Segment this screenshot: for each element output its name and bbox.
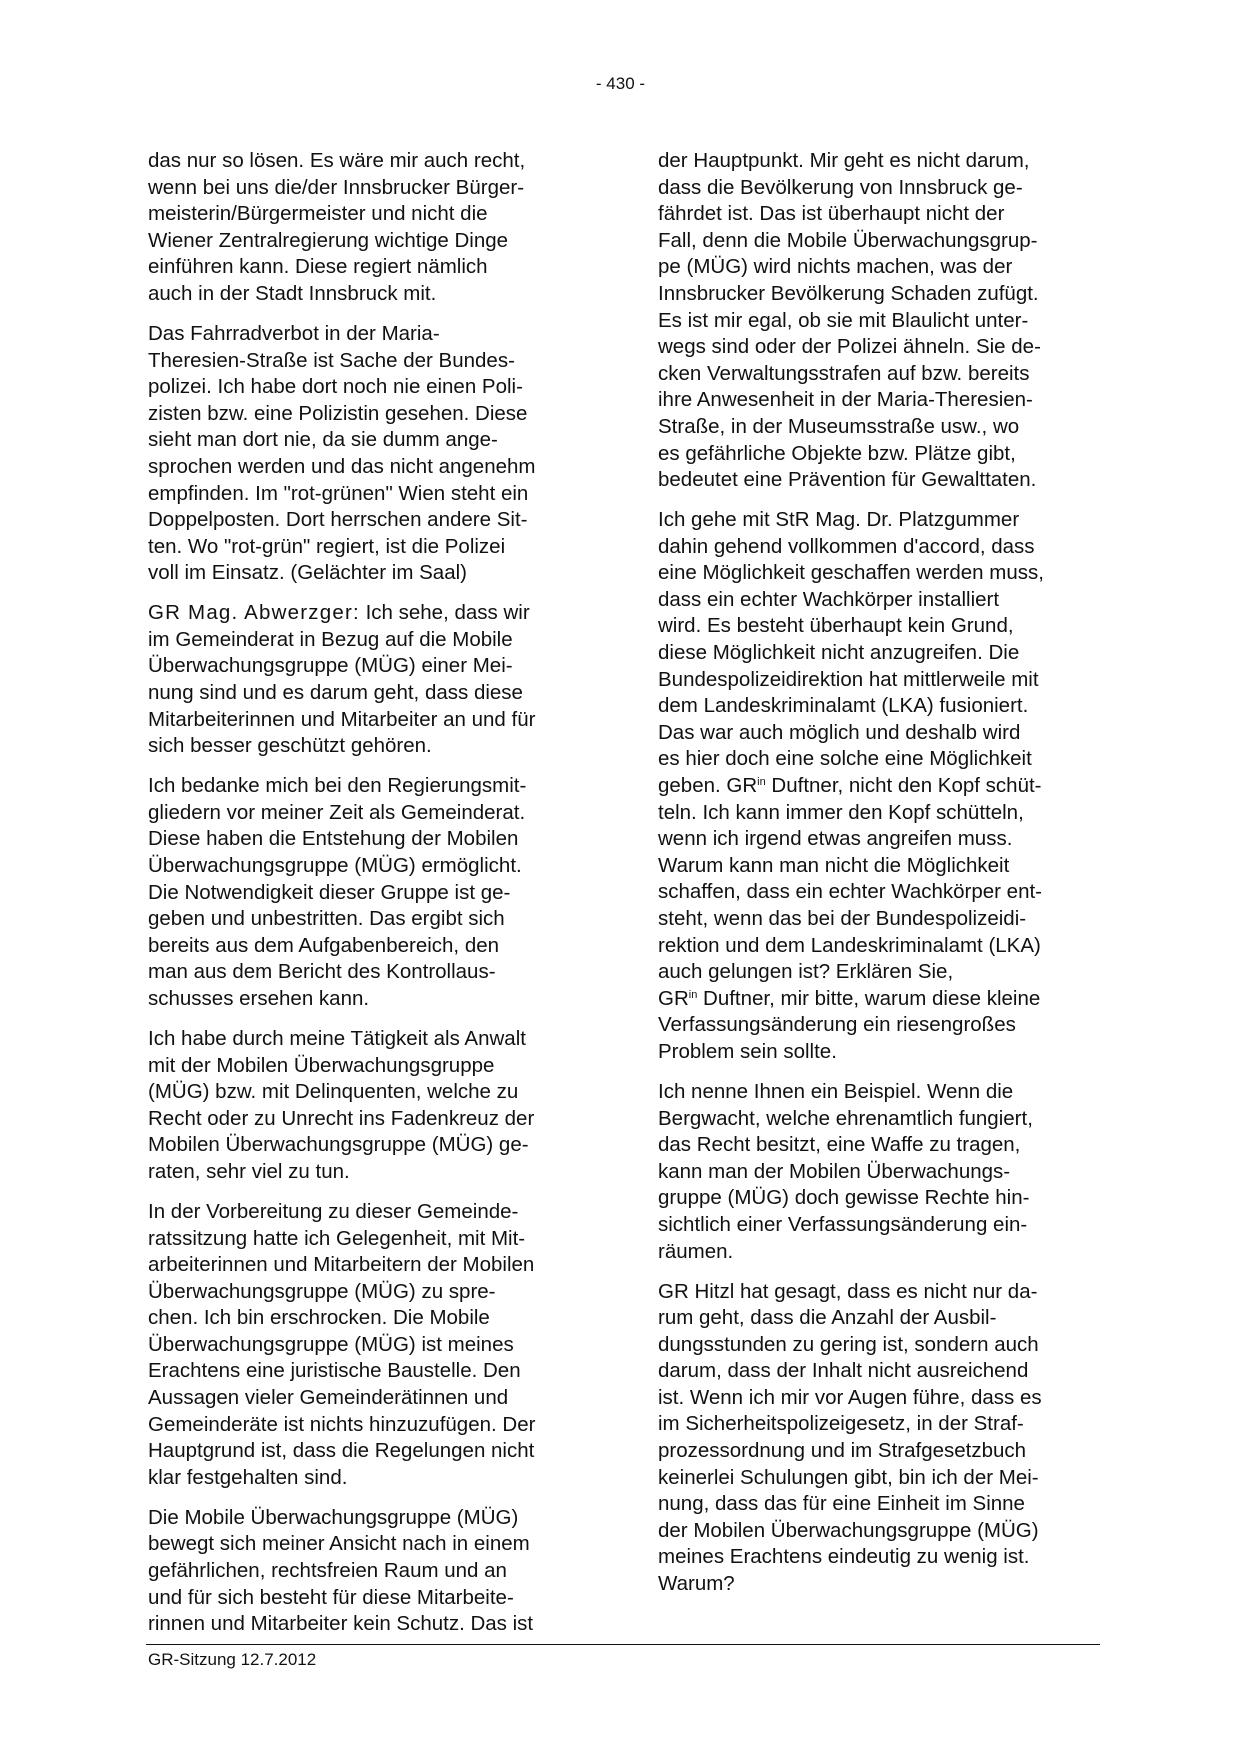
line-text: Duftner, mir bitte, warum diese kleine — [697, 986, 1041, 1010]
line-text: Überwachungsgruppe (MÜG) zu spre- — [148, 1279, 496, 1303]
line-text: zisten bzw. eine Polizistin gesehen. Diese — [148, 401, 528, 425]
text-line — [658, 387, 1098, 414]
line-text: empfinden. Im "rot-grünen" Wien steht ein — [148, 481, 529, 505]
line-text: geben. GR — [658, 774, 758, 798]
text-line — [658, 613, 1098, 640]
line-text: schusses ersehen kann. — [148, 986, 370, 1010]
text-line — [148, 175, 588, 202]
text-line — [658, 441, 1098, 468]
text-line — [658, 1411, 1098, 1438]
line-text: kann man der Mobilen Überwachungs- — [658, 1159, 1011, 1183]
text-line — [148, 1505, 588, 1532]
line-text: darum, dass der Inhalt nicht ausreichend — [658, 1359, 1029, 1383]
speaker-name: GR Mag. Abwerzger: — [148, 601, 360, 625]
text-line — [658, 1465, 1098, 1492]
paragraph — [148, 321, 588, 587]
line-text: Überwachungsgruppe (MÜG) einer Mei- — [148, 654, 513, 678]
line-text: Diese haben die Entstehung der Mobilen — [148, 827, 519, 851]
line-text: Recht oder zu Unrecht ins Fadenkreuz der — [148, 1106, 535, 1130]
line-text: Bergwacht, welche ehrenamtlich fungiert, — [658, 1106, 1033, 1130]
text-line — [658, 1305, 1098, 1332]
text-line — [148, 627, 588, 654]
line-text: dahin gehend vollkommen d'accord, dass — [658, 534, 1035, 558]
footer-divider — [146, 1644, 1100, 1645]
line-text: rum geht, dass die Anzahl der Ausbil- — [658, 1306, 997, 1330]
text-line — [148, 800, 588, 827]
text-line — [658, 1491, 1098, 1518]
text-line — [658, 1332, 1098, 1359]
text-line — [148, 254, 588, 281]
text-line — [148, 959, 588, 986]
line-text: Die Notwendigkeit dieser Gruppe ist ge- — [148, 880, 511, 904]
line-text: Warum kann man nicht die Möglichkeit — [658, 853, 1010, 877]
text-line — [658, 667, 1098, 694]
text-line — [148, 1079, 588, 1106]
text-line — [148, 1159, 588, 1186]
line-text: dass die Bevölkerung von Innsbruck ge- — [658, 175, 1023, 199]
line-text: gefährlichen, rechtsfreien Raum und an — [148, 1559, 507, 1583]
line-text: Ich sehe, dass wir — [359, 601, 530, 625]
text-line — [658, 933, 1098, 960]
line-text: prozessordnung und im Strafgesetzbuch — [658, 1439, 1027, 1463]
line-text: Gemeinderäte ist nichts hinzuzufügen. Der — [148, 1412, 536, 1436]
text-line — [148, 1438, 588, 1465]
line-text: bedeutet eine Prävention für Gewalttaten. — [658, 468, 1037, 492]
line-text: auch in der Stadt Innsbruck mit. — [148, 281, 437, 305]
paragraph — [658, 1279, 1098, 1598]
text-line — [658, 1079, 1098, 1106]
line-text: rinnen und Mitarbeiter kein Schutz. Das ist — [148, 1612, 534, 1636]
text-line — [148, 933, 588, 960]
line-text: meisterin/Bürgermeister und nicht die — [148, 202, 488, 226]
line-text: Verfassungsänderung ein riesengroßes — [658, 1013, 1016, 1037]
line-text: ratssitzung hatte ich Gelegenheit, mit Mit- — [148, 1226, 526, 1250]
text-line — [148, 534, 588, 561]
text-line — [658, 334, 1098, 361]
line-text: steht, wenn das bei der Bundespolizeidi- — [658, 907, 1027, 931]
text-line — [148, 560, 588, 587]
line-text: Erachtens eine juristische Baustelle. Den — [148, 1359, 521, 1383]
text-line — [658, 308, 1098, 335]
line-text: ihre Anwesenheit in der Maria-Theresien- — [658, 388, 1033, 412]
page-number: - 430 - — [595, 74, 646, 93]
text-line — [148, 454, 588, 481]
line-text: schaffen, dass ein echter Wachkörper ent- — [658, 880, 1043, 904]
line-text: Bundespolizeidirektion hat mittlerweile mit — [658, 667, 1039, 691]
text-line — [148, 1358, 588, 1385]
text-line — [148, 228, 588, 255]
line-text: fährdet ist. Das ist überhaupt nicht der — [658, 202, 1005, 226]
line-text: gliedern vor meiner Zeit als Gemeinderat. — [148, 800, 526, 824]
line-text: es gefährliche Objekte bzw. Plätze gibt, — [658, 441, 1016, 465]
text-line — [148, 1199, 588, 1226]
line-text: voll im Einsatz. (Gelächter im Saal) — [148, 561, 467, 585]
text-line — [658, 254, 1098, 281]
text-line — [148, 1531, 588, 1558]
line-text: In der Vorbereitung zu dieser Gemeinde- — [148, 1199, 519, 1223]
text-line — [148, 1252, 588, 1279]
text-line — [658, 175, 1098, 202]
line-text: Duftner, nicht den Kopf schüt- — [765, 774, 1042, 798]
footer-session-date: GR-Sitzung 12.7.2012 — [148, 1650, 317, 1669]
text-line — [658, 560, 1098, 587]
line-text: dass ein echter Wachkörper installiert — [658, 587, 1000, 611]
line-text: GR Hitzl hat gesagt, dass es nicht nur da- — [658, 1279, 1038, 1303]
text-line — [658, 906, 1098, 933]
text-line — [148, 401, 588, 428]
text-line — [148, 1226, 588, 1253]
line-text: man aus dem Bericht des Kontrollaus- — [148, 960, 496, 984]
line-text: chen. Ich bin erschrocken. Die Mobile — [148, 1306, 490, 1330]
text-line — [658, 1385, 1098, 1412]
line-text: im Sicherheitspolizeigesetz, in der Straf- — [658, 1412, 1024, 1436]
text-line — [148, 1558, 588, 1585]
text-line — [658, 414, 1098, 441]
line-text: Die Mobile Überwachungsgruppe (MÜG) — [148, 1505, 519, 1529]
text-line — [148, 507, 588, 534]
line-text: rektion und dem Landeskriminalamt (LKA) — [658, 933, 1041, 957]
paragraph — [148, 600, 588, 760]
text-column-left — [148, 148, 588, 1651]
text-line — [658, 281, 1098, 308]
line-text: Mitarbeiterinnen und Mitarbeiter an und für — [148, 707, 536, 731]
text-line — [148, 733, 588, 760]
line-text: sichtlich einer Verfassungsänderung ein- — [658, 1212, 1028, 1236]
line-text: sieht man dort nie, da sie dumm ange- — [148, 428, 498, 452]
text-line — [658, 879, 1098, 906]
text-line — [658, 746, 1098, 773]
text-line — [148, 427, 588, 454]
text-line — [148, 653, 588, 680]
line-text: nung, dass das für eine Einheit im Sinne — [658, 1492, 1025, 1516]
text-line — [148, 906, 588, 933]
text-line — [148, 1279, 588, 1306]
text-line — [658, 534, 1098, 561]
text-line — [148, 481, 588, 508]
text-line — [148, 680, 588, 707]
line-text: Ich bedanke mich bei den Regierungsmit- — [148, 774, 527, 798]
line-text: mit der Mobilen Überwachungsgruppe — [148, 1053, 495, 1077]
text-line — [148, 1465, 588, 1492]
line-text: (MÜG) bzw. mit Delinquenten, welche zu — [148, 1080, 519, 1104]
paragraph — [148, 773, 588, 1012]
text-line — [658, 720, 1098, 747]
text-line — [658, 228, 1098, 255]
line-text: das Recht besitzt, eine Waffe zu tragen, — [658, 1133, 1021, 1157]
line-text: Ich nenne Ihnen ein Beispiel. Wenn die — [658, 1079, 1014, 1103]
line-text: der Mobilen Überwachungsgruppe (MÜG) — [658, 1518, 1039, 1542]
line-text: Das Fahrradverbot in der Maria- — [148, 321, 440, 345]
line-text: Innsbrucker Bevölkerung Schaden zufügt. — [658, 281, 1039, 305]
paragraph — [148, 1505, 588, 1638]
text-line — [148, 600, 588, 627]
text-line — [148, 826, 588, 853]
line-text: nung sind und es darum geht, dass diese — [148, 681, 523, 705]
paragraph — [148, 148, 588, 308]
line-text: wegs sind oder der Polizei ähneln. Sie de- — [658, 335, 1041, 359]
text-line — [148, 1611, 588, 1638]
line-text: Theresien-Straße ist Sache der Bundes- — [148, 348, 515, 372]
line-text: Problem sein sollte. — [658, 1039, 837, 1063]
line-text: ten. Wo "rot-grün" regiert, ist die Polizei — [148, 534, 506, 558]
line-text: Aussagen vieler Gemeinderätinnen und — [148, 1386, 509, 1410]
text-line — [148, 773, 588, 800]
line-text: GR — [658, 986, 689, 1010]
text-line — [148, 374, 588, 401]
superscript-text: in — [757, 776, 766, 789]
text-line — [658, 361, 1098, 388]
text-line — [148, 201, 588, 228]
line-text: cken Verwaltungsstrafen auf bzw. bereits — [658, 361, 1030, 385]
line-text: Wiener Zentralregierung wichtige Dinge — [148, 228, 509, 252]
line-text: Mobilen Überwachungsgruppe (MÜG) ge- — [148, 1133, 529, 1157]
line-text: keinerlei Schulungen gibt, bin ich der Mei- — [658, 1465, 1039, 1489]
line-text: im Gemeinderat in Bezug auf die Mobile — [148, 627, 513, 651]
text-column-right — [658, 148, 1098, 1611]
line-text: sprochen werden und das nicht angenehm — [148, 454, 536, 478]
text-line — [148, 281, 588, 308]
line-text: Doppelposten. Dort herrschen andere Sit- — [148, 508, 528, 532]
text-line — [148, 986, 588, 1013]
text-line — [658, 467, 1098, 494]
text-line — [148, 1106, 588, 1133]
text-line — [658, 1012, 1098, 1039]
text-line — [658, 1518, 1098, 1545]
text-line — [658, 853, 1098, 880]
text-line — [658, 1279, 1098, 1306]
text-line — [658, 1039, 1098, 1066]
line-text: Ich habe durch meine Tätigkeit als Anwalt — [148, 1026, 526, 1050]
line-text: wird. Es besteht überhaupt kein Grund, — [658, 614, 1014, 638]
line-text: pe (MÜG) wird nichts machen, was der — [658, 255, 1013, 279]
text-line — [148, 148, 588, 175]
text-line — [148, 348, 588, 375]
text-line — [658, 986, 1098, 1013]
text-line — [658, 201, 1098, 228]
line-text: arbeiterinnen und Mitarbeitern der Mobilen — [148, 1253, 535, 1277]
line-text: dem Landeskriminalamt (LKA) fusioniert. — [658, 694, 1029, 718]
text-line — [658, 640, 1098, 667]
line-text: Überwachungsgruppe (MÜG) ist meines — [148, 1332, 514, 1356]
text-line — [658, 1438, 1098, 1465]
line-text: dungsstunden zu gering ist, sondern auch — [658, 1332, 1039, 1356]
line-text: polizei. Ich habe dort noch nie einen Poli- — [148, 375, 523, 399]
line-text: auch gelungen ist? Erklären Sie, — [658, 960, 954, 984]
line-text: gruppe (MÜG) doch gewisse Rechte hin- — [658, 1186, 1030, 1210]
text-line — [658, 773, 1098, 800]
text-line — [658, 148, 1098, 175]
line-text: klar festgehalten sind. — [148, 1465, 348, 1489]
line-text: sich besser geschützt gehören. — [148, 734, 432, 758]
text-line — [658, 1185, 1098, 1212]
line-text: Überwachungsgruppe (MÜG) ermöglicht. — [148, 854, 522, 878]
line-text: meines Erachtens eindeutig zu wenig ist. — [658, 1545, 1030, 1569]
text-line — [658, 1239, 1098, 1266]
text-line — [658, 826, 1098, 853]
text-line — [658, 959, 1098, 986]
text-line — [658, 1571, 1098, 1598]
line-text: wenn bei uns die/der Innsbrucker Bürger- — [148, 175, 525, 199]
text-line — [658, 693, 1098, 720]
line-text: einführen kann. Diese regiert nämlich — [148, 255, 488, 279]
text-line — [658, 1212, 1098, 1239]
text-line — [148, 1385, 588, 1412]
paragraph — [148, 1199, 588, 1492]
text-line — [148, 1332, 588, 1359]
superscript-text: in — [688, 988, 698, 1001]
text-line — [658, 587, 1098, 614]
line-text: bereits aus dem Aufgabenbereich, den — [148, 933, 500, 957]
text-line — [658, 507, 1098, 534]
text-line — [148, 1053, 588, 1080]
line-text: Straße, in der Museumsstraße usw., wo — [658, 414, 1020, 438]
line-text: Das war auch möglich und deshalb wird — [658, 720, 1021, 744]
paragraph — [658, 507, 1098, 1065]
text-line — [148, 1585, 588, 1612]
text-line — [148, 853, 588, 880]
paragraph — [658, 1079, 1098, 1265]
line-text: Ich gehe mit StR Mag. Dr. Platzgummer — [658, 508, 1020, 532]
text-line — [148, 707, 588, 734]
text-line — [658, 1132, 1098, 1159]
text-line — [658, 800, 1098, 827]
text-line — [148, 1132, 588, 1159]
text-line — [148, 880, 588, 907]
text-line — [658, 1159, 1098, 1186]
text-line — [658, 1544, 1098, 1571]
line-text: und für sich besteht für diese Mitarbeite- — [148, 1585, 514, 1609]
paragraph — [658, 148, 1098, 494]
text-line — [148, 321, 588, 348]
text-line — [658, 1106, 1098, 1133]
line-text: teln. Ich kann immer den Kopf schütteln, — [658, 800, 1024, 824]
line-text: wenn ich irgend etwas angreifen muss. — [658, 827, 1013, 851]
text-line — [148, 1412, 588, 1439]
line-text: diese Möglichkeit nicht anzugreifen. Die — [658, 641, 1020, 665]
line-text: Es ist mir egal, ob sie mit Blaulicht unter- — [658, 308, 1029, 332]
line-text: geben und unbestritten. Das ergibt sich — [148, 907, 505, 931]
line-text: Warum? — [658, 1572, 735, 1596]
line-text: räumen. — [658, 1239, 734, 1263]
line-text: raten, sehr viel zu tun. — [148, 1159, 350, 1183]
line-text: bewegt sich meiner Ansicht nach in einem — [148, 1532, 530, 1556]
text-line — [148, 1026, 588, 1053]
line-text: Hauptgrund ist, dass die Regelungen nicht — [148, 1439, 535, 1463]
text-line — [658, 1358, 1098, 1385]
line-text: das nur so lösen. Es wäre mir auch recht, — [148, 149, 526, 172]
paragraph — [148, 1026, 588, 1186]
line-text: der Hauptpunkt. Mir geht es nicht darum, — [658, 149, 1030, 172]
line-text: eine Möglichkeit geschaffen werden muss, — [658, 561, 1044, 585]
text-line — [148, 1305, 588, 1332]
line-text: ist. Wenn ich mir vor Augen führe, dass es — [658, 1385, 1042, 1409]
line-text: es hier doch eine solche eine Möglichkeit — [658, 747, 1032, 771]
line-text: Fall, denn die Mobile Überwachungsgrup- — [658, 228, 1038, 252]
